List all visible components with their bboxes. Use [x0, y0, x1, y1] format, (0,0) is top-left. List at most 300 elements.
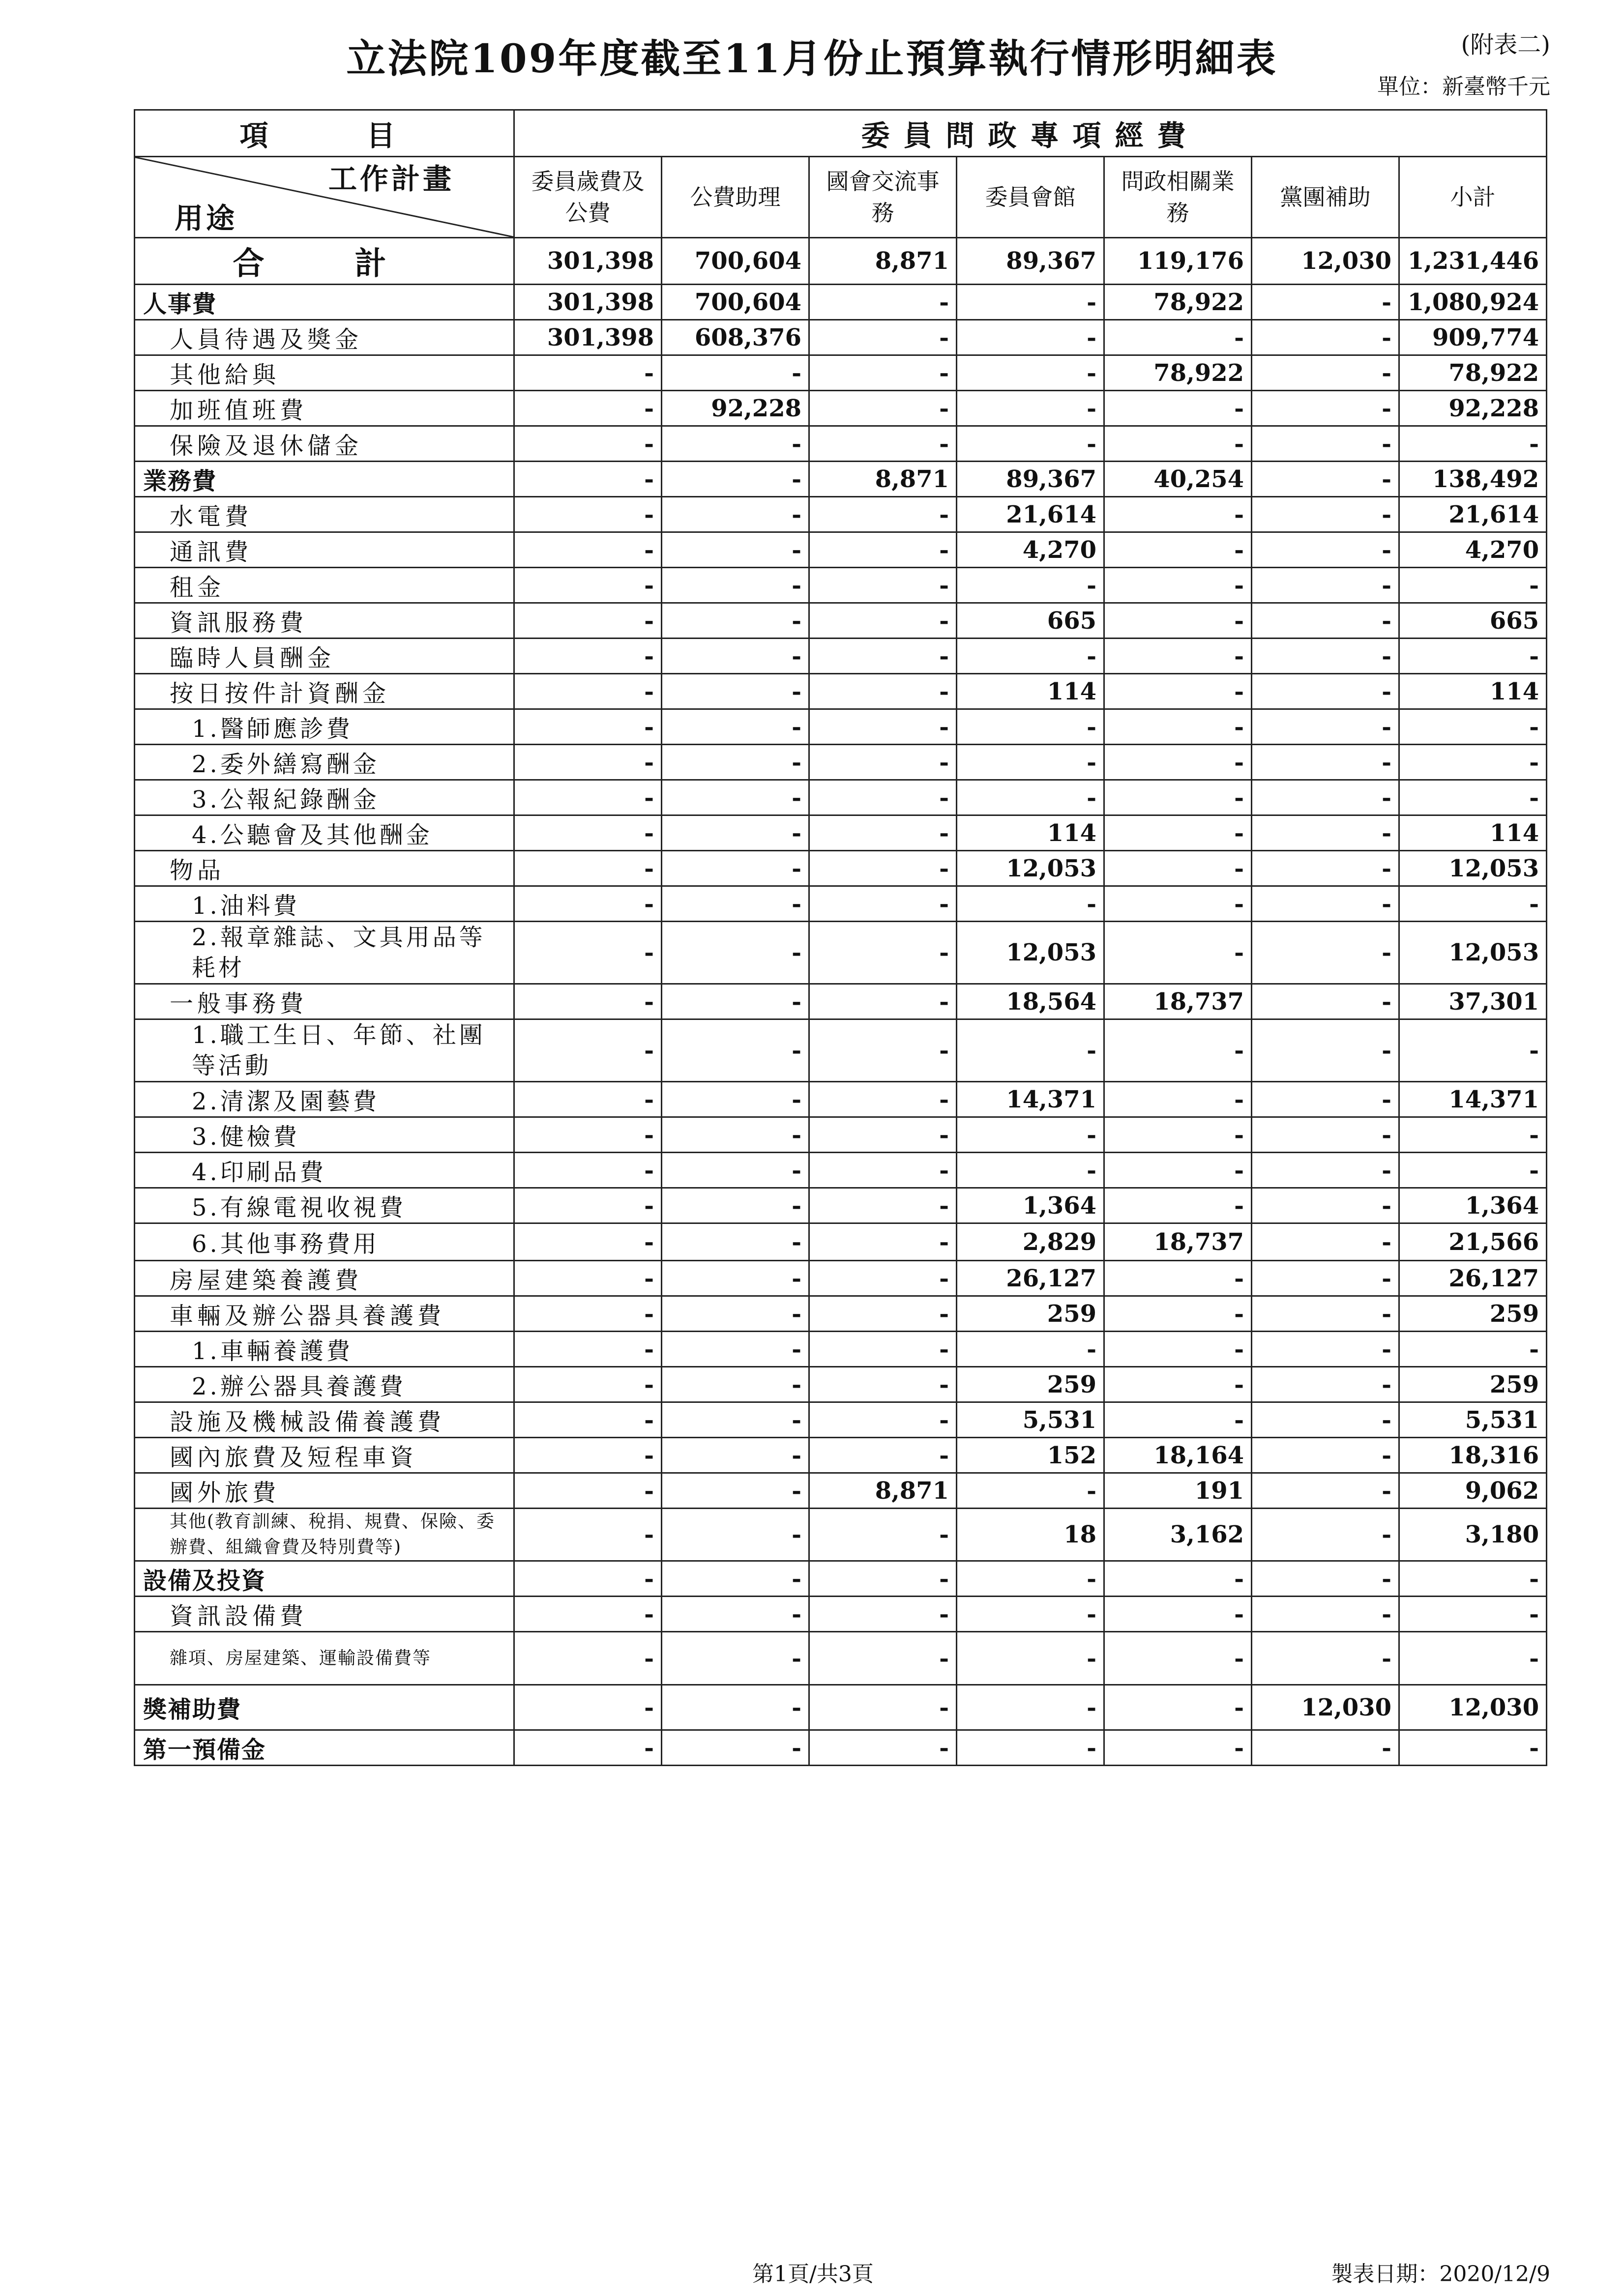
row-label: 房屋建築養護費: [135, 1261, 514, 1296]
value-cell: -: [809, 1082, 957, 1117]
table-row: [135, 1261, 1547, 1296]
value-cell: 665: [1399, 603, 1547, 639]
row-label: 合 計: [135, 238, 514, 285]
value-cell: -: [809, 355, 957, 391]
value-cell: 8,871: [809, 462, 957, 497]
value-cell: -: [514, 1153, 662, 1188]
value-cell: -: [1252, 1332, 1399, 1367]
value-cell: -: [1252, 426, 1399, 462]
table-row: [135, 1082, 1547, 1117]
value-cell: -: [809, 709, 957, 745]
value-cell: -: [957, 780, 1104, 815]
value-cell: -: [514, 1332, 662, 1367]
value-cell: -: [1104, 745, 1252, 780]
value-cell: -: [809, 497, 957, 532]
value-cell: -: [1104, 1632, 1252, 1685]
row-label: 加班值班費: [135, 391, 514, 426]
value-cell: 3,162: [1104, 1509, 1252, 1561]
value-cell: -: [1252, 815, 1399, 851]
value-cell: 26,127: [957, 1261, 1104, 1296]
value-cell: -: [1252, 1367, 1399, 1402]
value-cell: -: [1104, 1188, 1252, 1223]
value-cell: 92,228: [662, 391, 809, 426]
value-cell: -: [514, 1402, 662, 1438]
value-cell: -: [514, 1117, 662, 1153]
value-cell: -: [1252, 532, 1399, 568]
value-cell: -: [1104, 780, 1252, 815]
value-cell: -: [809, 780, 957, 815]
value-cell: 8,871: [809, 1473, 957, 1509]
value-cell: -: [809, 1367, 957, 1402]
value-cell: -: [957, 709, 1104, 745]
value-cell: 301,398: [514, 285, 662, 320]
table-row: [135, 922, 1547, 984]
value-cell: 1,080,924: [1399, 285, 1547, 320]
row-label: 4.印刷品費: [135, 1153, 514, 1188]
value-cell: -: [662, 709, 809, 745]
page-title: 立法院109年度截至11月份止預算執行情形明細表: [346, 35, 1278, 82]
table-row: [135, 1332, 1547, 1367]
row-label: 4.公聽會及其他酬金: [135, 815, 514, 851]
value-cell: -: [1104, 1296, 1252, 1332]
row-label: 獎補助費: [135, 1685, 514, 1730]
value-cell: -: [809, 1509, 957, 1561]
value-cell: -: [1104, 320, 1252, 355]
value-cell: -: [662, 1685, 809, 1730]
value-cell: -: [1252, 780, 1399, 815]
value-cell: -: [1104, 603, 1252, 639]
table-row: [135, 709, 1547, 745]
row-label: 人事費: [135, 285, 514, 320]
value-cell: -: [514, 426, 662, 462]
value-cell: -: [957, 1019, 1104, 1082]
value-cell: -: [662, 815, 809, 851]
value-cell: 12,053: [957, 922, 1104, 984]
value-cell: -: [662, 1473, 809, 1509]
table-row: [135, 674, 1547, 709]
value-cell: 301,398: [514, 238, 662, 285]
value-cell: -: [1399, 568, 1547, 603]
row-label: 2.報章雜誌、文具用品等耗材: [135, 922, 514, 984]
value-cell: -: [662, 922, 809, 984]
table-row: [135, 355, 1547, 391]
value-cell: -: [662, 1188, 809, 1223]
value-cell: -: [514, 1223, 662, 1261]
value-cell: -: [809, 391, 957, 426]
value-cell: -: [1104, 1082, 1252, 1117]
table-row: [135, 780, 1547, 815]
value-cell: -: [514, 1188, 662, 1223]
value-cell: 4,270: [1399, 532, 1547, 568]
row-label: 1.醫師應診費: [135, 709, 514, 745]
value-cell: -: [514, 780, 662, 815]
value-cell: -: [1399, 639, 1547, 674]
row-label: 資訊設備費: [135, 1597, 514, 1632]
value-cell: -: [809, 815, 957, 851]
value-cell: -: [1399, 1730, 1547, 1766]
row-label: 資訊服務費: [135, 603, 514, 639]
value-cell: -: [1252, 1438, 1399, 1473]
value-cell: 18,316: [1399, 1438, 1547, 1473]
group-header: 委員問政專項經費: [514, 110, 1547, 157]
value-cell: 92,228: [1399, 391, 1547, 426]
value-cell: -: [1104, 709, 1252, 745]
value-cell: -: [809, 745, 957, 780]
value-cell: -: [1252, 320, 1399, 355]
value-cell: 18,164: [1104, 1438, 1252, 1473]
value-cell: 1,364: [957, 1188, 1104, 1223]
value-cell: -: [1252, 568, 1399, 603]
value-cell: 301,398: [514, 320, 662, 355]
row-label: 保險及退休儲金: [135, 426, 514, 462]
budget-table: [134, 109, 1547, 1766]
value-cell: -: [662, 1082, 809, 1117]
value-cell: 18,737: [1104, 984, 1252, 1019]
value-cell: -: [1399, 1153, 1547, 1188]
table-row: [135, 1367, 1547, 1402]
value-cell: 18,564: [957, 984, 1104, 1019]
row-label: 設備及投資: [135, 1561, 514, 1597]
value-cell: -: [957, 1561, 1104, 1597]
value-cell: -: [809, 532, 957, 568]
value-cell: 700,604: [662, 285, 809, 320]
value-cell: -: [662, 1597, 809, 1632]
table-row: [135, 851, 1547, 886]
value-cell: -: [662, 1509, 809, 1561]
value-cell: -: [662, 532, 809, 568]
value-cell: 9,062: [1399, 1473, 1547, 1509]
value-cell: -: [514, 603, 662, 639]
value-cell: -: [1252, 886, 1399, 922]
value-cell: -: [1104, 1730, 1252, 1766]
row-label: 車輛及辦公器具養護費: [135, 1296, 514, 1332]
value-cell: 114: [957, 815, 1104, 851]
value-cell: -: [809, 674, 957, 709]
table-row: [135, 497, 1547, 532]
value-cell: -: [1104, 1685, 1252, 1730]
value-cell: -: [1252, 1730, 1399, 1766]
value-cell: -: [1252, 1223, 1399, 1261]
value-cell: -: [662, 1367, 809, 1402]
value-cell: -: [662, 1402, 809, 1438]
value-cell: 14,371: [1399, 1082, 1547, 1117]
value-cell: 114: [1399, 815, 1547, 851]
row-label: 2.清潔及園藝費: [135, 1082, 514, 1117]
value-cell: -: [809, 285, 957, 320]
value-cell: -: [809, 1730, 957, 1766]
appendix-label: (附表二): [1461, 31, 1550, 58]
row-label: 一般事務費: [135, 984, 514, 1019]
value-cell: -: [662, 745, 809, 780]
value-cell: 37,301: [1399, 984, 1547, 1019]
row-label: 設施及機械設備養護費: [135, 1402, 514, 1438]
value-cell: -: [1104, 391, 1252, 426]
value-cell: -: [1104, 1261, 1252, 1296]
value-cell: -: [957, 1730, 1104, 1766]
column-header: 委員會館: [957, 157, 1104, 238]
value-cell: -: [662, 1332, 809, 1367]
table-row: [135, 1685, 1547, 1730]
value-cell: 12,053: [957, 851, 1104, 886]
value-cell: -: [662, 426, 809, 462]
value-cell: 26,127: [1399, 1261, 1547, 1296]
table-row: [135, 745, 1547, 780]
value-cell: -: [1399, 1561, 1547, 1597]
table-row: [135, 1597, 1547, 1632]
value-cell: -: [809, 639, 957, 674]
value-cell: -: [809, 1223, 957, 1261]
row-label: 2.辦公器具養護費: [135, 1367, 514, 1402]
value-cell: 114: [957, 674, 1104, 709]
value-cell: -: [957, 320, 1104, 355]
value-cell: 259: [1399, 1367, 1547, 1402]
value-cell: -: [662, 1296, 809, 1332]
table-row: [135, 1296, 1547, 1332]
value-cell: -: [662, 639, 809, 674]
unit-label: 單位：新臺幣千元: [1377, 74, 1550, 99]
value-cell: -: [1252, 355, 1399, 391]
value-cell: -: [957, 886, 1104, 922]
value-cell: -: [1104, 532, 1252, 568]
value-cell: -: [1104, 1153, 1252, 1188]
value-cell: -: [514, 745, 662, 780]
value-cell: -: [514, 1597, 662, 1632]
value-cell: -: [1252, 1296, 1399, 1332]
value-cell: -: [1252, 1117, 1399, 1153]
value-cell: 259: [957, 1367, 1104, 1402]
row-label: 2.委外繕寫酬金: [135, 745, 514, 780]
value-cell: -: [514, 1561, 662, 1597]
diag-label-plan: 工作計畫: [328, 162, 454, 196]
table-row: [135, 1019, 1547, 1082]
table-row: [135, 1438, 1547, 1473]
value-cell: 2,829: [957, 1223, 1104, 1261]
page-number: 第1頁/共3頁: [752, 2262, 874, 2287]
value-cell: -: [1399, 886, 1547, 922]
value-cell: -: [1252, 674, 1399, 709]
value-cell: -: [957, 1597, 1104, 1632]
value-cell: -: [514, 497, 662, 532]
value-cell: -: [1104, 1367, 1252, 1402]
value-cell: -: [514, 984, 662, 1019]
value-cell: -: [514, 674, 662, 709]
row-label: 其他給與: [135, 355, 514, 391]
value-cell: 21,566: [1399, 1223, 1547, 1261]
value-cell: -: [1252, 1561, 1399, 1597]
table-row: [135, 815, 1547, 851]
value-cell: -: [1252, 851, 1399, 886]
value-cell: -: [809, 1438, 957, 1473]
value-cell: -: [1399, 1117, 1547, 1153]
value-cell: -: [957, 426, 1104, 462]
made-date: 製表日期：2020/12/9: [1331, 2262, 1550, 2287]
row-label: 物品: [135, 851, 514, 886]
table-row: [135, 1188, 1547, 1223]
value-cell: -: [1104, 568, 1252, 603]
table-row: [135, 532, 1547, 568]
value-cell: -: [1104, 886, 1252, 922]
table-row: [135, 285, 1547, 320]
value-cell: 12,053: [1399, 851, 1547, 886]
value-cell: -: [514, 639, 662, 674]
value-cell: -: [957, 1332, 1104, 1367]
value-cell: -: [514, 1473, 662, 1509]
value-cell: -: [1252, 497, 1399, 532]
value-cell: 909,774: [1399, 320, 1547, 355]
value-cell: 8,871: [809, 238, 957, 285]
table-row: [135, 1509, 1547, 1561]
row-label: 第一預備金: [135, 1730, 514, 1766]
value-cell: -: [1104, 674, 1252, 709]
value-cell: -: [662, 780, 809, 815]
value-cell: -: [514, 1730, 662, 1766]
value-cell: -: [1252, 603, 1399, 639]
table-row: [135, 568, 1547, 603]
value-cell: -: [514, 1509, 662, 1561]
value-cell: -: [662, 355, 809, 391]
value-cell: -: [1104, 1019, 1252, 1082]
value-cell: -: [809, 922, 957, 984]
column-header: 問政相關業務: [1104, 157, 1252, 238]
value-cell: -: [1252, 1188, 1399, 1223]
value-cell: -: [957, 639, 1104, 674]
value-cell: -: [1104, 851, 1252, 886]
value-cell: 12,030: [1252, 238, 1399, 285]
value-cell: -: [1252, 1153, 1399, 1188]
value-cell: -: [809, 1561, 957, 1597]
value-cell: -: [514, 1082, 662, 1117]
value-cell: 78,922: [1104, 285, 1252, 320]
value-cell: -: [514, 1296, 662, 1332]
value-cell: -: [1104, 497, 1252, 532]
value-cell: -: [1104, 922, 1252, 984]
value-cell: -: [1104, 1332, 1252, 1367]
value-cell: -: [1252, 462, 1399, 497]
table-row: [135, 1402, 1547, 1438]
value-cell: 78,922: [1104, 355, 1252, 391]
value-cell: -: [662, 568, 809, 603]
value-cell: 12,053: [1399, 922, 1547, 984]
value-cell: -: [1252, 1019, 1399, 1082]
row-label: 1.油料費: [135, 886, 514, 922]
value-cell: -: [1252, 1261, 1399, 1296]
row-label: 國外旅費: [135, 1473, 514, 1509]
value-cell: -: [662, 1261, 809, 1296]
row-label: 1.車輛養護費: [135, 1332, 514, 1367]
value-cell: 138,492: [1399, 462, 1547, 497]
table-row: [135, 1117, 1547, 1153]
table-row: [135, 391, 1547, 426]
value-cell: 89,367: [957, 238, 1104, 285]
value-cell: -: [662, 1223, 809, 1261]
value-cell: 18,737: [1104, 1223, 1252, 1261]
value-cell: -: [1252, 391, 1399, 426]
value-cell: 14,371: [957, 1082, 1104, 1117]
value-cell: -: [957, 745, 1104, 780]
column-header: 公費助理: [662, 157, 809, 238]
value-cell: -: [662, 1561, 809, 1597]
value-cell: -: [514, 355, 662, 391]
value-cell: -: [662, 1438, 809, 1473]
value-cell: -: [957, 1632, 1104, 1685]
value-cell: -: [662, 984, 809, 1019]
value-cell: -: [1104, 1402, 1252, 1438]
value-cell: -: [809, 1332, 957, 1367]
table-row: [135, 426, 1547, 462]
value-cell: -: [514, 815, 662, 851]
value-cell: -: [1252, 984, 1399, 1019]
value-cell: 259: [957, 1296, 1104, 1332]
value-cell: -: [1252, 639, 1399, 674]
table-row: [135, 238, 1547, 285]
row-label: 5.有線電視收視費: [135, 1188, 514, 1223]
value-cell: 5,531: [957, 1402, 1104, 1438]
value-cell: 89,367: [957, 462, 1104, 497]
value-cell: -: [662, 462, 809, 497]
value-cell: -: [809, 1296, 957, 1332]
value-cell: -: [809, 1597, 957, 1632]
value-cell: 1,364: [1399, 1188, 1547, 1223]
value-cell: 40,254: [1104, 462, 1252, 497]
value-cell: 78,922: [1399, 355, 1547, 391]
value-cell: -: [662, 1019, 809, 1082]
value-cell: -: [514, 568, 662, 603]
value-cell: -: [1104, 426, 1252, 462]
table-row: [135, 1473, 1547, 1509]
value-cell: -: [514, 709, 662, 745]
value-cell: -: [809, 984, 957, 1019]
value-cell: 21,614: [1399, 497, 1547, 532]
value-cell: 665: [957, 603, 1104, 639]
value-cell: -: [662, 674, 809, 709]
value-cell: -: [809, 1117, 957, 1153]
row-label: 業務費: [135, 462, 514, 497]
value-cell: -: [662, 1632, 809, 1685]
value-cell: -: [662, 1730, 809, 1766]
row-label: 其他(教育訓練、稅捐、規費、保險、委辦費、組織會費及特別費等): [135, 1509, 514, 1561]
column-header: 委員歲費及公費: [514, 157, 662, 238]
value-cell: -: [1399, 426, 1547, 462]
value-cell: -: [662, 603, 809, 639]
header-row-columns: [135, 157, 1547, 238]
table-body: [135, 110, 1547, 1766]
value-cell: -: [957, 391, 1104, 426]
column-header: 小計: [1399, 157, 1547, 238]
value-cell: -: [1252, 709, 1399, 745]
value-cell: -: [809, 320, 957, 355]
value-cell: -: [809, 1153, 957, 1188]
value-cell: -: [662, 497, 809, 532]
value-cell: -: [957, 568, 1104, 603]
value-cell: -: [1399, 1019, 1547, 1082]
value-cell: -: [514, 1685, 662, 1730]
value-cell: -: [1399, 1332, 1547, 1367]
value-cell: -: [514, 1367, 662, 1402]
value-cell: -: [809, 851, 957, 886]
value-cell: -: [662, 1153, 809, 1188]
value-cell: -: [514, 922, 662, 984]
table-row: [135, 603, 1547, 639]
row-label: 6.其他事務費用: [135, 1223, 514, 1261]
value-cell: -: [1399, 709, 1547, 745]
value-cell: -: [957, 1685, 1104, 1730]
value-cell: -: [1252, 1473, 1399, 1509]
value-cell: 152: [957, 1438, 1104, 1473]
row-label: 雜項、房屋建築、運輸設備費等: [135, 1632, 514, 1685]
value-cell: -: [662, 1117, 809, 1153]
row-label: 租金: [135, 568, 514, 603]
table-row: [135, 462, 1547, 497]
